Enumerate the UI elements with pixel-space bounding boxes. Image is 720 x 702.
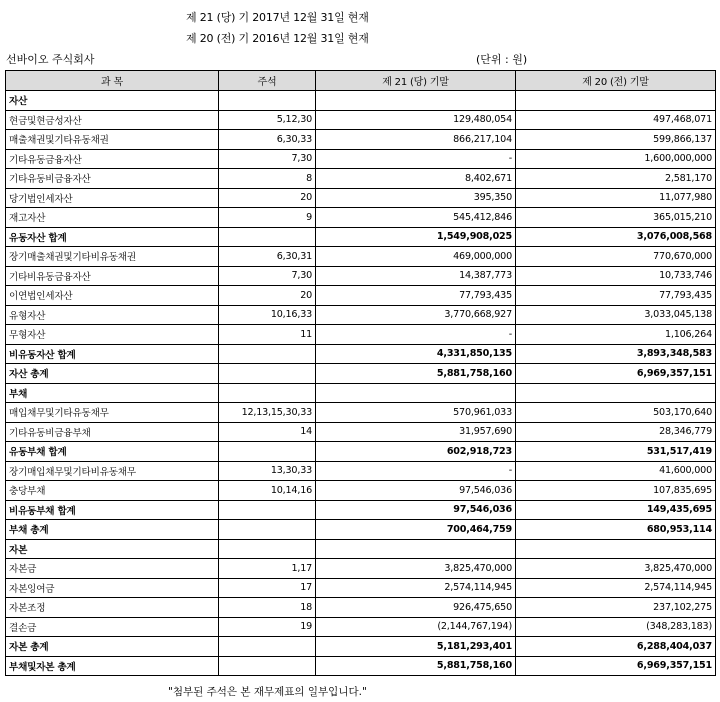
table-row [6,247,716,267]
cell-note: 20 [219,188,316,208]
cell-prior-period [516,91,716,111]
cell-prior-period: 770,670,000 [516,247,716,267]
cell-current-period: 395,350 [316,188,516,208]
cell-prior-period: 77,793,435 [516,286,716,306]
cell-account: 유동자산 합계 [6,227,219,247]
cell-current-period: 31,957,690 [316,422,516,442]
table-row [6,149,716,169]
cell-prior-period: 497,468,071 [516,110,716,130]
table-row [6,442,716,462]
table-row [6,500,716,520]
cell-prior-period: 149,435,695 [516,500,716,520]
cell-prior-period: 2,581,170 [516,169,716,189]
company-name: 선바이오 주식회사 [6,53,95,66]
cell-account: 유형자산 [6,305,219,325]
column-header-current-period: 제 21 (당) 기말 [316,71,516,91]
cell-account: 무형자산 [6,325,219,345]
cell-note: 9 [219,208,316,228]
table-body [6,91,716,676]
cell-prior-period: 3,893,348,583 [516,344,716,364]
cell-prior-period: 1,600,000,000 [516,149,716,169]
cell-prior-period: (348,283,183) [516,617,716,637]
cell-prior-period [516,383,716,403]
cell-prior-period: 365,015,210 [516,208,716,228]
cell-account: 매출채권및기타유동채권 [6,130,219,150]
cell-account: 당기법인세자산 [6,188,219,208]
cell-current-period: 866,217,104 [316,130,516,150]
cell-note: 12,13,15,30,33 [219,403,316,423]
cell-account: 비유동부채 합계 [6,500,219,520]
cell-note [219,442,316,462]
cell-note [219,383,316,403]
cell-current-period: 5,881,758,160 [316,656,516,676]
cell-prior-period [516,539,716,559]
cell-current-period: 570,961,033 [316,403,516,423]
cell-current-period: 2,574,114,945 [316,578,516,598]
cell-prior-period: 3,033,045,138 [516,305,716,325]
table-row [6,520,716,540]
cell-prior-period: 6,969,357,151 [516,364,716,384]
table-row [6,305,716,325]
cell-note: 10,16,33 [219,305,316,325]
cell-account: 비유동자산 합계 [6,344,219,364]
cell-current-period: 3,770,668,927 [316,305,516,325]
cell-current-period: 545,412,846 [316,208,516,228]
cell-account: 이연법인세자산 [6,286,219,306]
table-row [6,344,716,364]
cell-note [219,364,316,384]
cell-prior-period: 599,866,137 [516,130,716,150]
cell-note: 7,30 [219,266,316,286]
cell-prior-period: 2,574,114,945 [516,578,716,598]
footnote: "첨부된 주석은 본 재무제표의 일부입니다." [168,686,367,698]
table-row [6,559,716,579]
cell-current-period: 5,881,758,160 [316,364,516,384]
table-row [6,188,716,208]
cell-note: 10,14,16 [219,481,316,501]
cell-current-period: 8,402,671 [316,169,516,189]
cell-note: 8 [219,169,316,189]
cell-note [219,539,316,559]
cell-note [219,227,316,247]
cell-account: 장기매입채무및기타비유동채무 [6,461,219,481]
cell-account: 부채 [6,383,219,403]
cell-account: 충당부채 [6,481,219,501]
cell-current-period: 700,464,759 [316,520,516,540]
column-header-prior-period: 제 20 (전) 기말 [516,71,716,91]
cell-account: 자본금 [6,559,219,579]
cell-current-period: 77,793,435 [316,286,516,306]
cell-current-period: 97,546,036 [316,500,516,520]
table-row [6,637,716,657]
table-row [6,266,716,286]
cell-account: 현금및현금성자산 [6,110,219,130]
cell-prior-period: 11,077,980 [516,188,716,208]
column-header-note: 주석 [219,71,316,91]
cell-prior-period: 680,953,114 [516,520,716,540]
table-row [6,461,716,481]
cell-note [219,656,316,676]
cell-current-period: 3,825,470,000 [316,559,516,579]
cell-prior-period: 531,517,419 [516,442,716,462]
cell-prior-period: 6,969,357,151 [516,656,716,676]
cell-account: 자본 총계 [6,637,219,657]
cell-note: 14 [219,422,316,442]
cell-prior-period: 107,835,695 [516,481,716,501]
cell-current-period: 1,549,908,025 [316,227,516,247]
cell-account: 자본잉여금 [6,578,219,598]
cell-note: 7,30 [219,149,316,169]
cell-account: 기타비유동금융자산 [6,266,219,286]
cell-current-period: 14,387,773 [316,266,516,286]
table-row [6,403,716,423]
column-header-account: 과 목 [6,71,219,91]
cell-account: 부채 총계 [6,520,219,540]
cell-account: 재고자산 [6,208,219,228]
cell-note [219,91,316,111]
cell-account: 장기매출채권및기타비유동채권 [6,247,219,267]
currency-unit: (단위 : 원) [476,53,528,66]
cell-prior-period: 503,170,640 [516,403,716,423]
cell-note [219,344,316,364]
table-row [6,91,716,111]
cell-prior-period: 28,346,779 [516,422,716,442]
cell-current-period [316,383,516,403]
cell-note: 1,17 [219,559,316,579]
table-row [6,208,716,228]
cell-current-period: - [316,461,516,481]
period-current-heading: 제 21 (당) 기 2017년 12월 31일 현재 [186,11,369,24]
cell-current-period: 926,475,650 [316,598,516,618]
table-row [6,110,716,130]
cell-current-period: 5,181,293,401 [316,637,516,657]
cell-account: 자산 총계 [6,364,219,384]
cell-note: 19 [219,617,316,637]
cell-account: 유동부채 합계 [6,442,219,462]
table-row [6,130,716,150]
table-row [6,383,716,403]
cell-current-period: - [316,149,516,169]
cell-prior-period: 10,733,746 [516,266,716,286]
cell-note: 13,30,33 [219,461,316,481]
cell-prior-period: 1,106,264 [516,325,716,345]
cell-account: 기타유동비금융자산 [6,169,219,189]
table-row [6,539,716,559]
cell-account: 기타유동금융자산 [6,149,219,169]
table-row [6,227,716,247]
cell-current-period: - [316,325,516,345]
table-row [6,481,716,501]
cell-current-period: 602,918,723 [316,442,516,462]
cell-note [219,500,316,520]
cell-current-period [316,91,516,111]
cell-account: 부채및자본 총계 [6,656,219,676]
cell-prior-period: 3,076,008,568 [516,227,716,247]
cell-current-period: 97,546,036 [316,481,516,501]
table-row [6,598,716,618]
table-header-row [6,71,716,91]
cell-account: 자본조정 [6,598,219,618]
table-row [6,286,716,306]
cell-note: 17 [219,578,316,598]
cell-note: 6,30,31 [219,247,316,267]
cell-current-period: (2,144,767,194) [316,617,516,637]
table-row [6,617,716,637]
table-row [6,169,716,189]
cell-note [219,520,316,540]
balance-sheet-table [5,70,716,676]
cell-prior-period: 6,288,404,037 [516,637,716,657]
period-prior-heading: 제 20 (전) 기 2016년 12월 31일 현재 [186,32,369,45]
cell-note: 5,12,30 [219,110,316,130]
table-row [6,656,716,676]
cell-account: 자본 [6,539,219,559]
cell-note: 20 [219,286,316,306]
cell-current-period: 129,480,054 [316,110,516,130]
cell-current-period [316,539,516,559]
table-row [6,578,716,598]
cell-current-period: 4,331,850,135 [316,344,516,364]
cell-account: 매입채무및기타유동채무 [6,403,219,423]
table-row [6,422,716,442]
cell-current-period: 469,000,000 [316,247,516,267]
cell-account: 결손금 [6,617,219,637]
cell-account: 자산 [6,91,219,111]
cell-note: 6,30,33 [219,130,316,150]
cell-prior-period: 41,600,000 [516,461,716,481]
table-row [6,364,716,384]
cell-note: 18 [219,598,316,618]
cell-note [219,637,316,657]
cell-prior-period: 3,825,470,000 [516,559,716,579]
table-row [6,325,716,345]
cell-prior-period: 237,102,275 [516,598,716,618]
cell-account: 기타유동비금융부채 [6,422,219,442]
cell-note: 11 [219,325,316,345]
